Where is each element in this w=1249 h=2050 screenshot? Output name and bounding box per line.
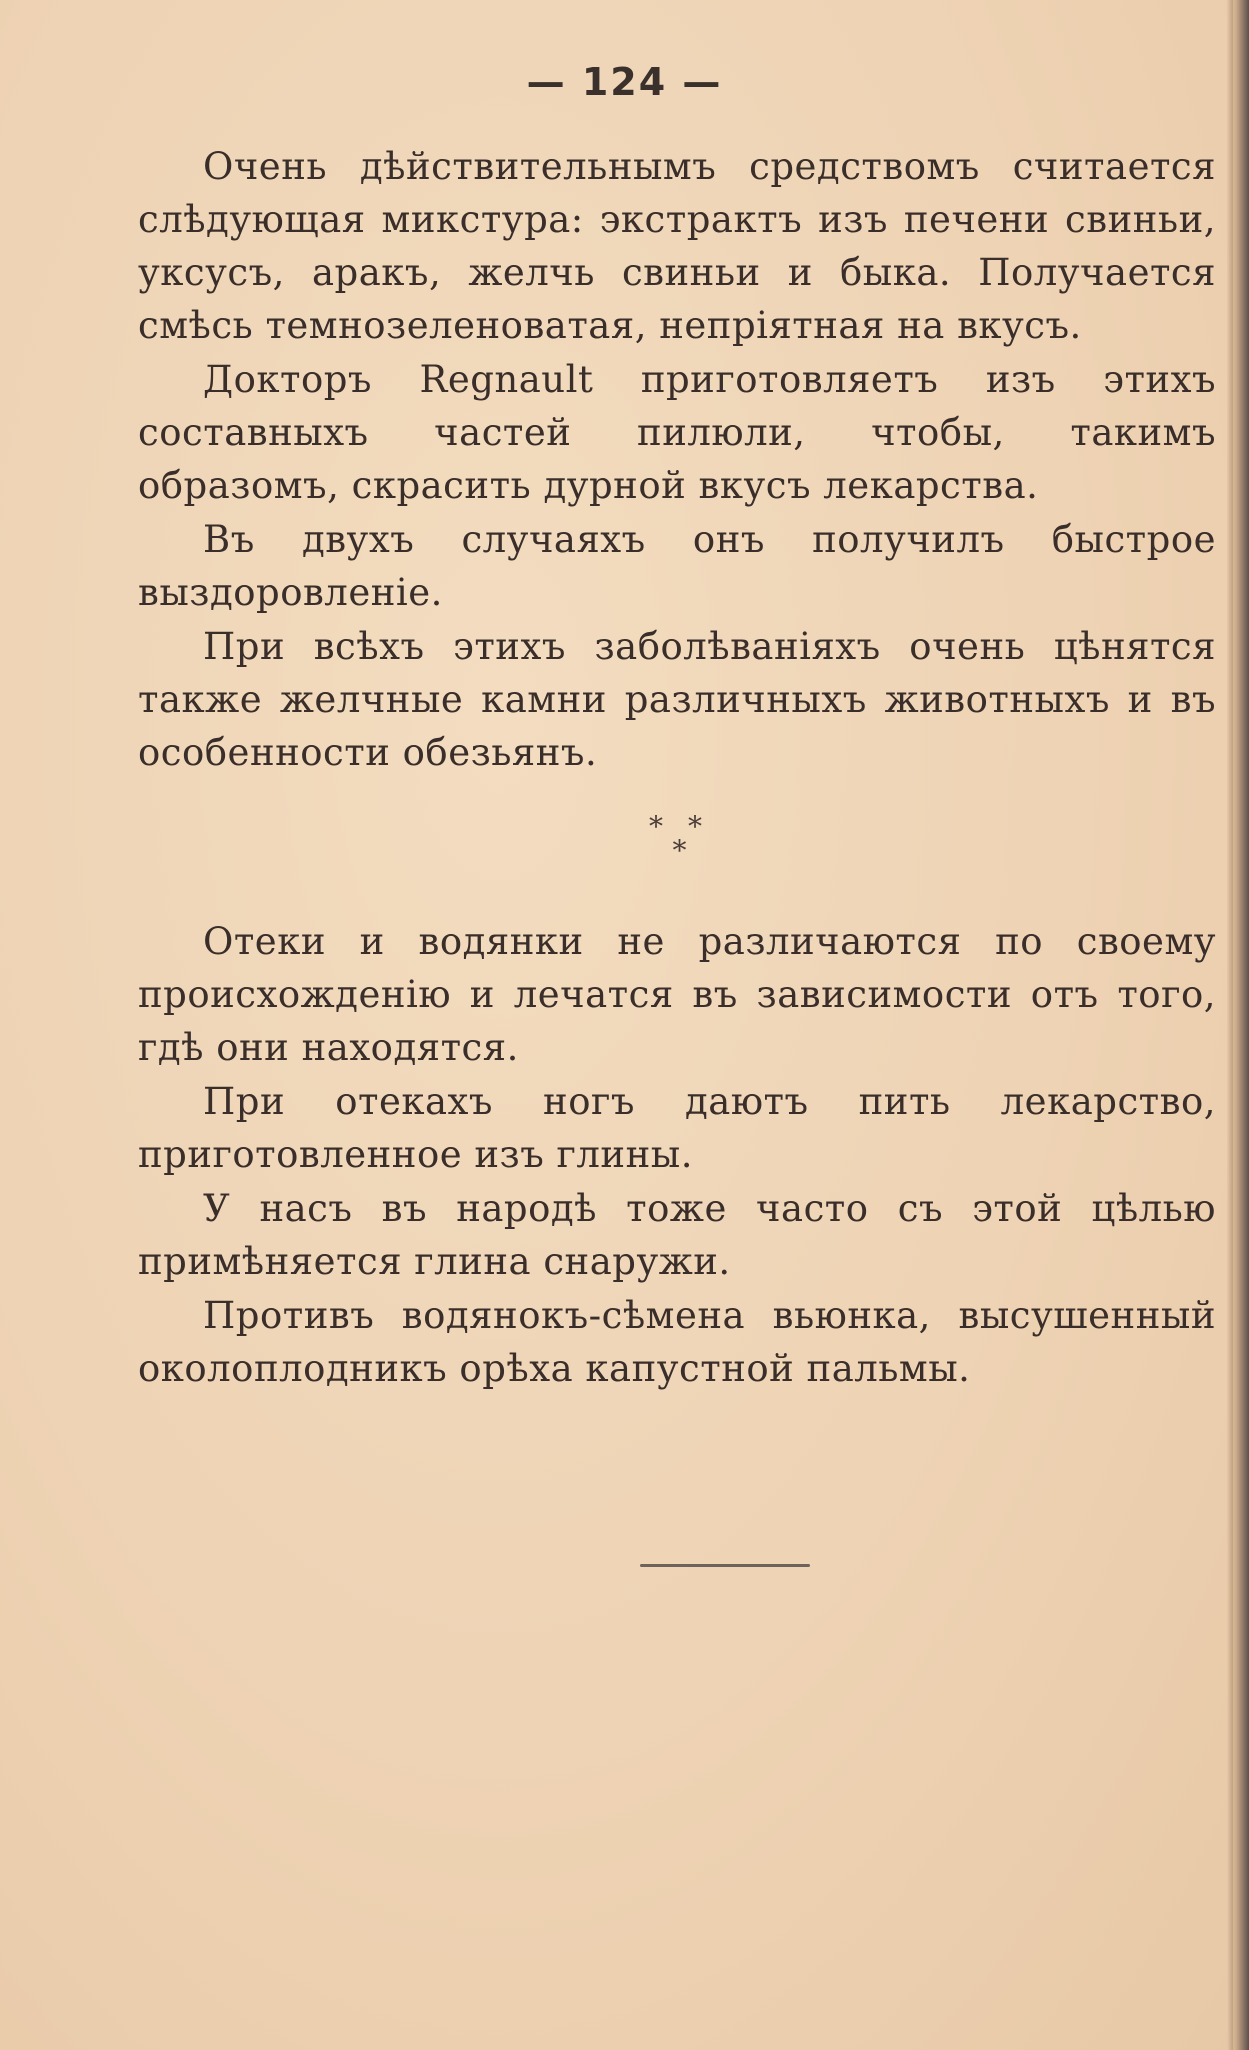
paragraph-recovery: Въ двухъ случаяхъ онъ получилъ быстрое выздоровленіе. [138, 518, 1216, 614]
page-edge-inner [1227, 0, 1233, 2050]
body-text-top [138, 140, 1216, 780]
section-separator [0, 810, 1249, 867]
paragraph-gallstones: При всѣхъ этихъ заболѣваніяхъ очень цѣнятся также желчные камни различныхъ животныхъ и въ особенности обезьянъ. [138, 625, 1216, 774]
paragraph-regnault: Докторъ Regnault приготовляетъ изъ этихъ составныхъ частей пилюли, чтобы, такимъ образомъ, скрасить дурной вкусъ лекарства. [138, 358, 1216, 507]
asterism-row-2: * [672, 834, 687, 867]
end-rule [640, 1564, 810, 1567]
page-number: — 124 — [526, 60, 723, 104]
paragraph-edema: Отеки и водянки не различаются по своему происхожденію и лечатся въ зависимости отъ того, гдѣ они находятся. [138, 920, 1216, 1069]
paragraph-leg-edema: При отекахъ ногъ даютъ пить лекарство, приготовленное изъ глины. [138, 1080, 1216, 1176]
body-text-bottom [138, 915, 1216, 1396]
asterism-row-1: * * [649, 810, 710, 843]
paragraph-clay: У насъ въ народѣ тоже часто съ этой цѣлью примѣняется глина снаружи. [138, 1187, 1216, 1283]
paragraph-mixture: Очень дѣйствительнымъ средствомъ считается слѣдующая микстура: экстрактъ изъ печени свиньи, уксусъ, аракъ, желчь свиньи и быка. Получается смѣсь темнозеленоватая, непріятная на вкусъ. [138, 145, 1216, 347]
paragraph-dropsy: Противъ водянокъ-сѣмена вьюнка, высушенный околоплодникъ орѣха капустной пальмы. [138, 1294, 1216, 1390]
